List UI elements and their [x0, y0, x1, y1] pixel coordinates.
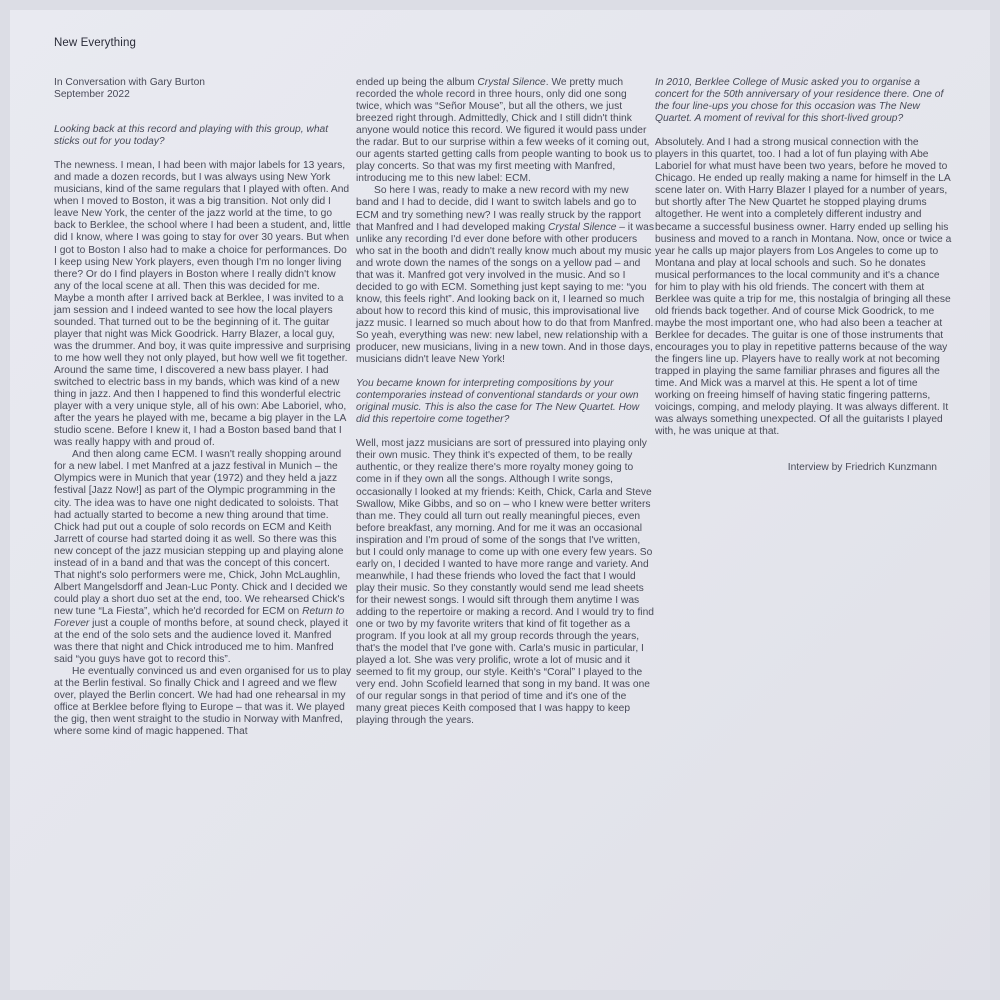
question-1: Looking back at this record and playing with this group, what sticks out for you today? — [54, 124, 329, 148]
text-column-3 — [655, 77, 953, 474]
answer-3: Absolutely. And I had a strong musical connection with the players in this quartet, too. I had a lot of fun playing with Abe Laboriel for what must have been two years, before he moved to Chicago. He ended up really making a name for himself in the LA scene later on. With Harry Blazer I played for a number of years, but shortly after The New Quartet he stopped playing drums altogether. He went into a completely different industry and became a successful business owner. Harry ended up selling his business and moved to a ranch in Montana. Now, once or twice a year he calls up major players from Los Angeles to come up to Montana and play at local schools and such. So he donates musical performances to the local community and it's a chance for him to play with his old friends. The concert with them at Berklee was quite a trip for me, this nostalgia of bringing all these old friends back together. And of course Mick Goodrick, to me maybe the most important one, who had also been a teacher at Berklee for decades. The guitar is one of those instruments that encourages you to play in repetitive patterns because of the way the fingers line up. Players have to really work at not becoming trapped in playing the same familiar phrases and figures all the time. And Mick was a marvel at this. He spent a lot of time working on freeing himself of having static fingering patterns, voicings, comping, and melody playing. It was always different. It was always something unexpected. Of all the guitarists I played with, he was unique at that. — [655, 137, 952, 438]
album-title-crystal-silence: Crystal Silence — [477, 77, 546, 88]
question-3: In 2010, Berklee College of Music asked you to organise a concert for the 50th anniversary of your residence there. One of the four line-ups you chose for this occasion was The New Quartet. A moment of revival for this short-lived group? — [655, 77, 944, 125]
intro-line-1: In Conversation with Gary Burton — [54, 77, 205, 88]
answer-1-paragraph-3: He eventually convinced us and even organised for us to play at the Berlin festival. So finally Chick and I agreed and we flew over, played the Berlin concert. We had had one rehearsal in my office at Berklee before flying to Europe – that was it. We played the gig, then went straight to the studio in Norway with Manfred, where some kind of magic happened. That — [54, 666, 352, 738]
interview-credit: Interview by Friedrich Kunzmann — [787, 462, 937, 474]
answer-1-paragraph-2-text-a: And then along came ECM. I wasn't really shopping around for a new label. I met Manfred at a jazz festival in Munich – the Olympics were in Munich that year (1972) and they held a jazz festival [Jazz Now!] as part of the Olympic programming in the city. The idea was to have one night dedicated to soloists. That had actually started to become a new thing around that time. Chick had put out a couple of solo records on ECM and Keith Jarrett of course had started doing it as well. So there was this new concept of the jazz musician stepping up and playing alone instead of in a band and that was the concept of this concert. That night's solo performers were me, Chick, John McLaughlin, Albert Mangelsdorff and Jean-Luc Ponty. Chick and I decided we could play a short duo set at the end, too. We rehearsed Chick's new tune “La Fiesta”, which he'd recorded for ECM on — [54, 449, 348, 617]
album-title-return-to-forever: Return to Forever — [54, 605, 345, 629]
column-2-paragraph-1-text-a: ended up being the album — [356, 77, 478, 88]
album-title-crystal-silence-2: Crystal Silence — [548, 221, 617, 233]
column-2-paragraph-2-text-a: So here I was, ready to make a new record with my new band and I had to decide, did I want to switch labels and go to ECM and try something new? I was really struck by the rapport that Manfred and I had developed making — [356, 185, 641, 233]
answer-1-paragraph-2-text-b: just a couple of months before, at sound check, played it at the end of the solo sets and the audience loved it. Manfred was there that night and Chick introduced me to him. Manfred said “you guys have got to record this”. — [54, 617, 349, 666]
answer-2: Well, most jazz musicians are sort of pressured into playing only their own music. They think it's expected of them, to be really authentic, or they realize there's more royalty money going to come in if they own all the songs. Although I write songs, occasionally I looked at my friends: Keith, Chick, Carla and Steve Swallow, Mike Gibbs, and so on – who I knew were better writers than me. They could all turn out really meaningful pieces, even before breakfast, any morning. And for me it was an occasional inspiration and I'm proud of some of the songs that I've written, but I could only manage to come up with one every few years. So early on, I decided I wanted to have more range and variety. And meanwhile, I had these friends who loved the fact that I would play their music. So they constantly would send me lead sheets for their newest songs. I would sift through them anytime I was adding to the repertoire or making a record. And I would try to find one or two by my favorite writers that kind of fit together as a program. If you look at all my group records through the years, that's the model that I've gone with. Carla's music in particular, I played a lot. She was very prolific, wrote a lot of music and it seemed to fit my group, our style. Keith's “Coral” I played to the very end. John Scofield learned that song in my band. It was one of our regular songs in that period of time and it's one of the many great pieces Keith composed that I was happy to keep playing through the years. — [356, 438, 654, 727]
question-2-text-b: . How did this repertoire come together? — [356, 402, 640, 426]
column-2-paragraph-2 — [356, 185, 654, 366]
album-title-the-new-quartet: The New Quartet — [534, 402, 613, 414]
column-2-paragraph-2-text-b: – it was unlike any recording I'd ever done before with other producers who sat in the booth and didn't really know much about my music and wrote down the names of the songs on a yellow pad – and that was it. Manfred got very involved in the music. And so I decided to go with ECM. Something just kept saying to me: “you know, this feels right”. And looking back on it, I learned so much about how to record this kind of music, this improvisational live jazz music. I learned so much about how to do that from Manfred. So yeah, everything was new: new label, new relationship with a producer, new musicians, living in a new town. And in those days, musicians didn't leave New York! — [356, 221, 655, 366]
answer-1-paragraph-1: The newness. I mean, I had been with major labels for 13 years, and made a dozen records, but I was always using New York musicians, kind of the same regulars that I played with often. And when I moved to Boston, it was a big transition. Not only did I leave New York, the center of the jazz world at the time, to go back to Berklee, the school where I had been a student, and, little did I know, where I was going to stay for over 30 years. But when I got to Boston I also had to make a choice for performances. Do I keep using New York players, even though I'm no longer living there? Or do I find players in Boston where I really didn't know any of the local scene at all. Then this was decided for me. Maybe a month after I arrived back at Berklee, I was invited to a jam session and I indeed wanted to see how the local players sounded. That turned out to be the beginning of it. The guitar player that night was Mick Goodrick. Harry Blazer, a local guy, was the drummer. And boy, it was quite impressive and surprising to me how well they not only played, but how well we fit together. Around the same time, I discovered a new bass player. I had switched to electric bass in my bands, which was kind of a new thing in jazz. And then I happened to find this wonderful electric player with a very unique style, all of his own: Abe Laboriel, who, after the years he played with me, became a big player in the LA studio scene. Before I knew it, I had a Boston based band that I was really happy with and proud of. — [54, 160, 351, 449]
page-title: New Everything — [54, 37, 136, 49]
question-2-text-a: You became known for interpreting compositions by your contemporaries instead of conventional standards or your own original music. This is also the case for — [356, 378, 639, 414]
column-2-paragraph-1 — [356, 77, 654, 185]
text-column-2 — [356, 77, 654, 727]
answer-1-paragraph-2 — [54, 449, 352, 666]
question-2 — [356, 378, 654, 426]
intro-line-2: September 2022 — [54, 89, 130, 101]
text-column-1 — [54, 77, 352, 738]
column-2-paragraph-1-text-b: . We pretty much recorded the whole record in three hours, only did one song twice, which was “Señor Mouse”, but all the others, we just breezed right through. Admittedly, Chick and I still didn't think anyone would notice this record. We figured it would pass under the radar. But to our surprise within a few weeks of it coming out, our agents started getting calls from people wanting to book us to play concerts. So that was my first meeting with Manfred, introducing me to this new label: ECM. — [356, 77, 653, 185]
